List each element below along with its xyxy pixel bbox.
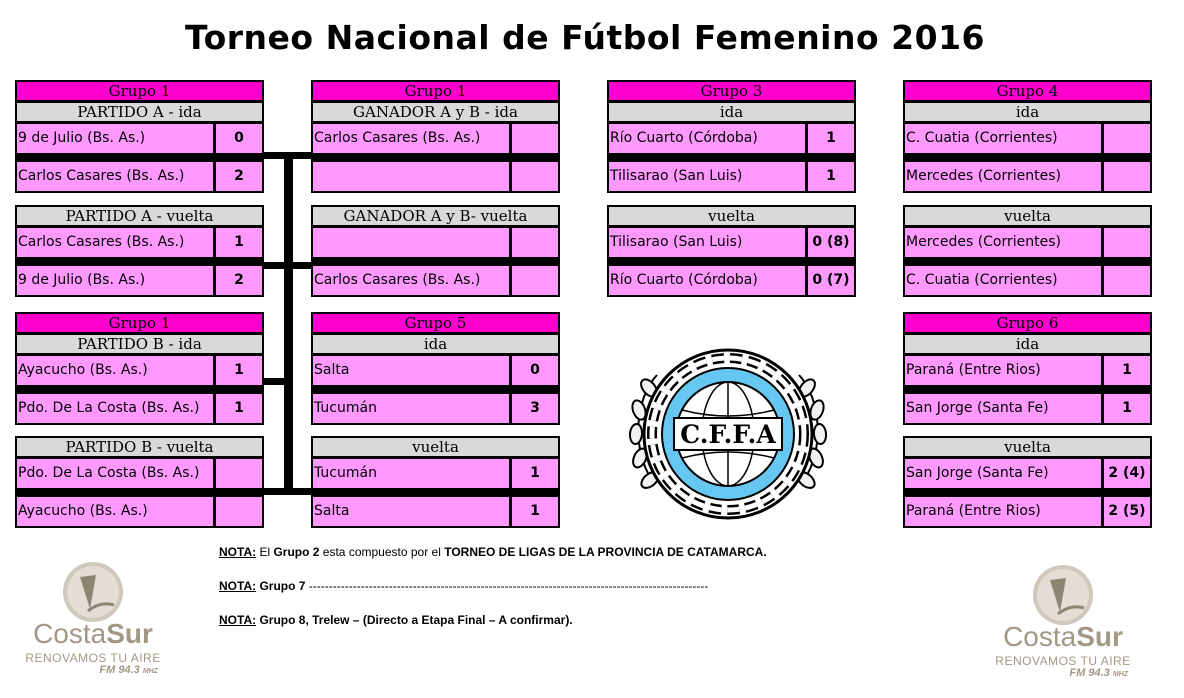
team-name: Ayacucho (Bs. As.) [17, 497, 213, 526]
team-row [313, 124, 558, 153]
match-header: vuelta [609, 207, 854, 225]
logo-name-a: Costa [1003, 621, 1077, 652]
team-name: 9 de Julio (Bs. As.) [17, 124, 213, 153]
note-line-1 [219, 545, 767, 559]
team-name: Mercedes (Corrientes) [905, 228, 1101, 257]
team-name [313, 162, 509, 191]
note-label: NOTA: [219, 579, 257, 593]
group-header: Grupo 1 [17, 314, 262, 332]
match-box-g4-vuelta [903, 205, 1152, 297]
team-name: Pdo. De La Costa (Bs. As.) [17, 394, 213, 423]
team-row [313, 394, 558, 423]
note-bold: Grupo 8, Trelew – (Directo a Etapa Final – A confirmar). [259, 613, 573, 627]
match-header: PARTIDO A - ida [17, 103, 262, 121]
bracket-connector-top [264, 152, 316, 159]
team-row [905, 266, 1150, 295]
team-score: 1 [808, 124, 854, 153]
team-score [1104, 228, 1150, 257]
logo-freq: FM 94.3 [1069, 667, 1110, 679]
bracket-connector-bottom [264, 488, 316, 495]
note-text: El [256, 545, 274, 559]
team-row [905, 497, 1150, 526]
logo-unit: MHZ [142, 668, 158, 675]
team-score: 2 [216, 266, 262, 295]
costasur-logo-left [18, 557, 168, 682]
team-score: 3 [512, 394, 558, 423]
group-header: Grupo 1 [313, 82, 558, 100]
team-score: 1 [216, 228, 262, 257]
team-name: Carlos Casares (Bs. As.) [17, 228, 213, 257]
team-row [609, 266, 854, 295]
match-header: ida [905, 335, 1150, 353]
note-line-3 [219, 613, 573, 627]
group-header: Grupo 6 [905, 314, 1150, 332]
match-box-g3-ida [607, 80, 856, 193]
match-header: ida [905, 103, 1150, 121]
group-header: Grupo 4 [905, 82, 1150, 100]
team-score [1104, 266, 1150, 295]
crest-text: C.F.F.A [680, 420, 776, 449]
team-score: 0 [512, 356, 558, 385]
team-row [313, 162, 558, 191]
costasur-logo-icon [18, 557, 168, 623]
match-box-g1-b-vuelta [15, 436, 264, 528]
team-name: Carlos Casares (Bs. As.) [313, 266, 509, 295]
match-header: GANADOR A y B - ida [313, 103, 558, 121]
costasur-logo-right [988, 560, 1138, 685]
team-row [313, 228, 558, 257]
match-box-g6-ida [903, 312, 1152, 425]
cffa-crest-icon [612, 330, 844, 538]
team-score [512, 162, 558, 191]
costasur-logo-icon [988, 560, 1138, 626]
note-bold: Grupo 7 [259, 579, 306, 593]
match-header: ida [313, 335, 558, 353]
team-score: 1 [1104, 356, 1150, 385]
team-row [17, 394, 262, 423]
team-name: Tucumán [313, 394, 509, 423]
match-box-ganador-vuelta [311, 205, 560, 297]
team-score [512, 228, 558, 257]
bracket-vertical-line [284, 155, 293, 495]
team-name: Carlos Casares (Bs. As.) [313, 124, 509, 153]
team-score: 1 [808, 162, 854, 191]
team-score [512, 266, 558, 295]
team-name: Tilisarao (San Luis) [609, 228, 805, 257]
team-score: 1 [216, 356, 262, 385]
team-score [216, 459, 262, 488]
team-name: 9 de Julio (Bs. As.) [17, 266, 213, 295]
match-header: ida [609, 103, 854, 121]
team-score: 0 [216, 124, 262, 153]
team-score [512, 124, 558, 153]
page-title: Torneo Nacional de Fútbol Femenino 2016 [184, 18, 985, 57]
team-row [17, 162, 262, 191]
match-header: vuelta [905, 438, 1150, 456]
match-header: GANADOR A y B- vuelta [313, 207, 558, 225]
match-header: vuelta [905, 207, 1150, 225]
team-row [313, 266, 558, 295]
match-header: PARTIDO A - vuelta [17, 207, 262, 225]
note-text: ---------------------------------------------------------------------------------------------------- [305, 579, 709, 593]
team-score [1104, 124, 1150, 153]
match-box-g4-ida [903, 80, 1152, 193]
match-box-ganador-ida [311, 80, 560, 193]
logo-unit: MHZ [1112, 671, 1128, 678]
note-bold: Grupo 2 [273, 545, 320, 559]
team-score: 2 (4) [1104, 459, 1150, 488]
logo-name-a: Costa [33, 618, 107, 649]
team-name: C. Cuatia (Corrientes) [905, 266, 1101, 295]
team-score: 1 [1104, 394, 1150, 423]
team-score: 2 [216, 162, 262, 191]
logo-freq: FM 94.3 [99, 664, 140, 676]
team-name: Carlos Casares (Bs. As.) [17, 162, 213, 191]
logo-name-b: Sur [1076, 621, 1123, 652]
team-name: Ayacucho (Bs. As.) [17, 356, 213, 385]
match-box-g1-a-ida [15, 80, 264, 193]
team-row [17, 266, 262, 295]
logo-name-b: Sur [106, 618, 153, 649]
note-text: esta compuesto por el [319, 545, 445, 559]
team-name: Tucumán [313, 459, 509, 488]
team-row [905, 162, 1150, 191]
team-name: San Jorge (Santa Fe) [905, 394, 1101, 423]
team-name: Paraná (Entre Rios) [905, 497, 1101, 526]
team-name: Salta [313, 497, 509, 526]
team-row [313, 459, 558, 488]
group-header: Grupo 3 [609, 82, 854, 100]
match-box-g3-vuelta [607, 205, 856, 297]
team-name: San Jorge (Santa Fe) [905, 459, 1101, 488]
team-name: Salta [313, 356, 509, 385]
team-name: Pdo. De La Costa (Bs. As.) [17, 459, 213, 488]
note-bold: TORNEO DE LIGAS DE LA PROVINCIA DE CATAMARCA. [444, 545, 767, 559]
team-score [216, 497, 262, 526]
team-row [313, 356, 558, 385]
team-score: 0 (7) [808, 266, 854, 295]
team-row [609, 124, 854, 153]
team-name: Tilisarao (San Luis) [609, 162, 805, 191]
match-box-g5-ida [311, 312, 560, 425]
team-score [1104, 162, 1150, 191]
match-box-g6-vuelta [903, 436, 1152, 528]
team-row [17, 497, 262, 526]
team-name: Río Cuarto (Córdoba) [609, 124, 805, 153]
team-name: Mercedes (Corrientes) [905, 162, 1101, 191]
team-score: 1 [216, 394, 262, 423]
match-box-g1-a-vuelta [15, 205, 264, 297]
team-score: 0 (8) [808, 228, 854, 257]
team-row [905, 459, 1150, 488]
logo-tagline: RENOVAMOS TU AIRE [995, 654, 1131, 668]
team-row [905, 394, 1150, 423]
bracket-connector-a [264, 262, 316, 269]
team-row [905, 356, 1150, 385]
team-score: 1 [512, 497, 558, 526]
team-row [609, 228, 854, 257]
team-row [17, 228, 262, 257]
note-label: NOTA: [219, 545, 257, 559]
team-row [17, 356, 262, 385]
team-score: 1 [512, 459, 558, 488]
note-label: NOTA: [219, 613, 257, 627]
match-header: PARTIDO B - ida [17, 335, 262, 353]
note-line-2 [219, 579, 708, 593]
group-header: Grupo 1 [17, 82, 262, 100]
team-row [17, 459, 262, 488]
team-name: Río Cuarto (Córdoba) [609, 266, 805, 295]
team-row [313, 497, 558, 526]
logo-tagline: RENOVAMOS TU AIRE [25, 651, 161, 665]
team-score: 2 (5) [1104, 497, 1150, 526]
match-box-g5-vuelta [311, 436, 560, 528]
team-name: Paraná (Entre Rios) [905, 356, 1101, 385]
team-name [313, 228, 509, 257]
match-header: PARTIDO B - vuelta [17, 438, 262, 456]
team-row [905, 124, 1150, 153]
bracket-connector-b [264, 378, 284, 385]
match-header: vuelta [313, 438, 558, 456]
match-box-g1-b-ida [15, 312, 264, 425]
team-name: C. Cuatia (Corrientes) [905, 124, 1101, 153]
team-row [905, 228, 1150, 257]
team-row [609, 162, 854, 191]
group-header: Grupo 5 [313, 314, 558, 332]
team-row [17, 124, 262, 153]
